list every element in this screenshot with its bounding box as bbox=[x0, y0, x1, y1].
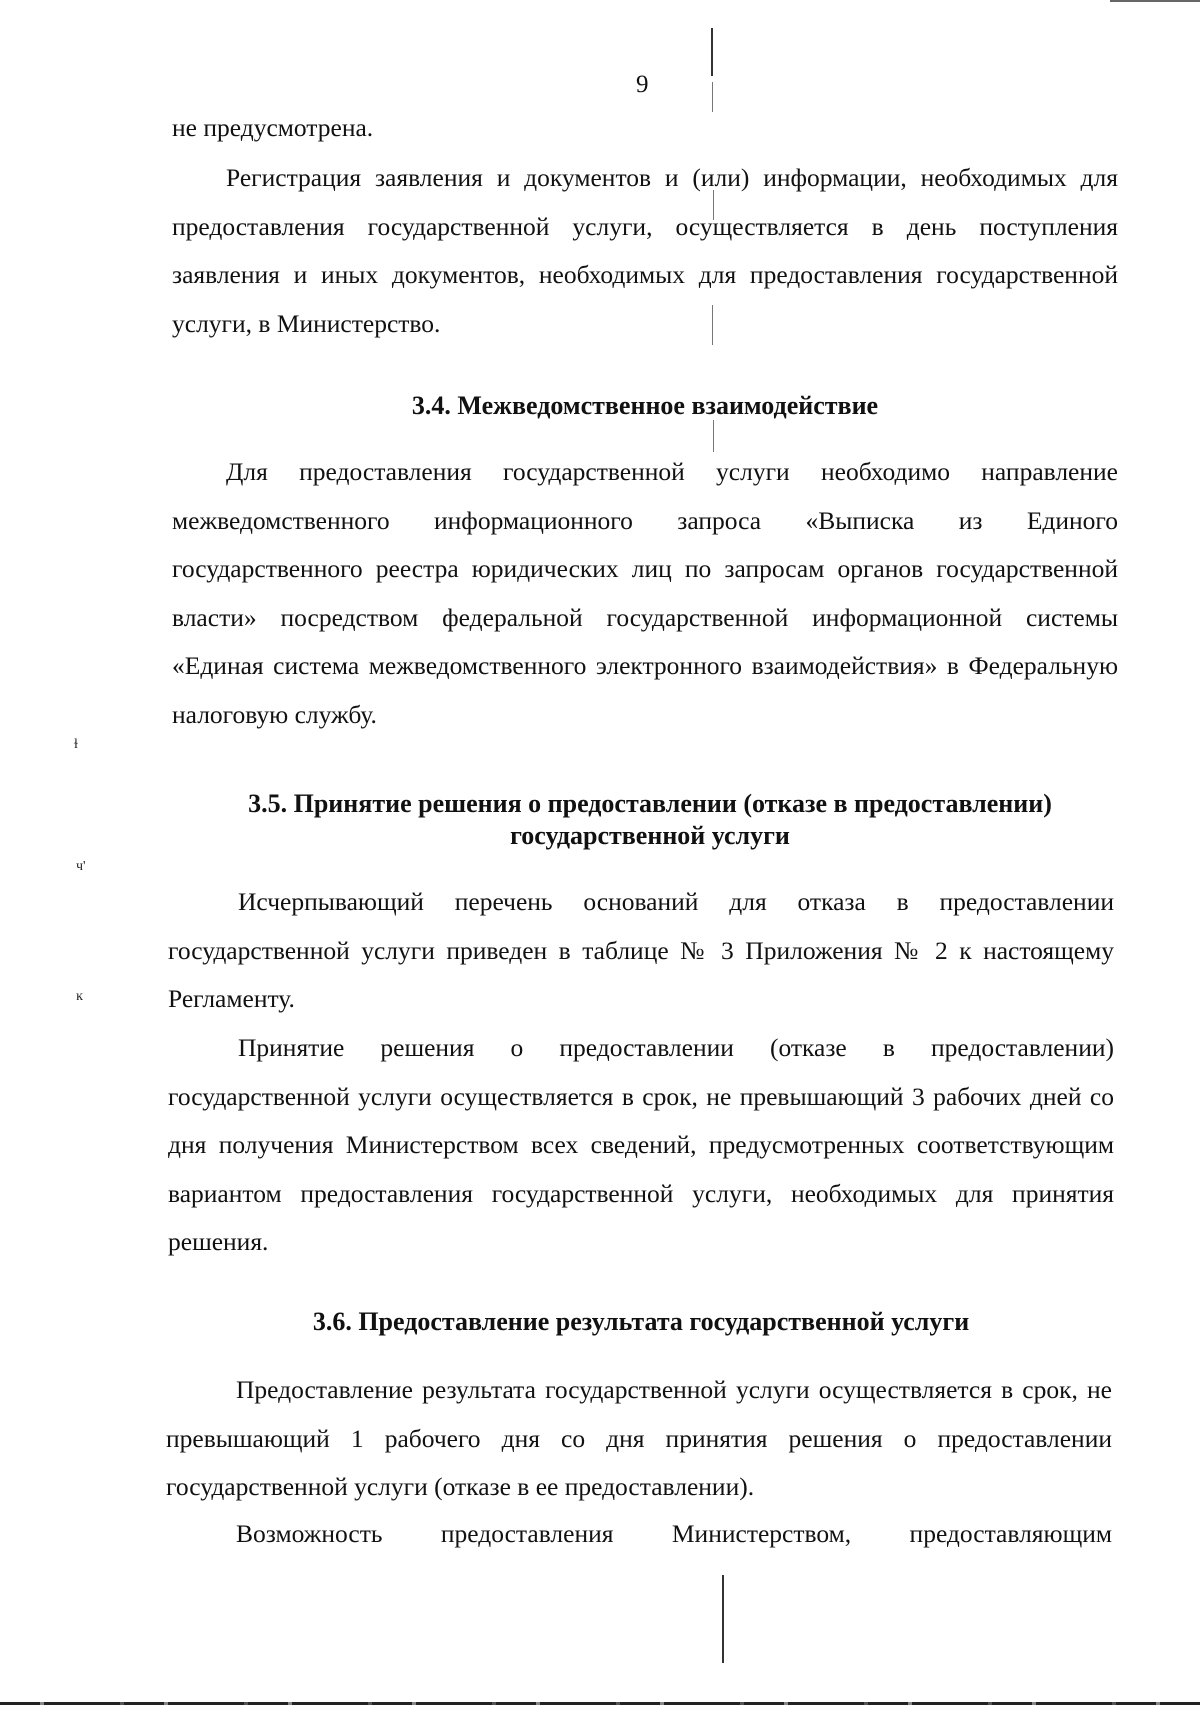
paragraph-registration: Регистрация заявления и документов и (или) информации, необходимых для предоставления государственной услуги, осуществляется в день поступления заявления и иных документов, необходимых для предоставления государственной услуги, в Министерство. bbox=[172, 163, 1118, 338]
scan-speck: ɫ bbox=[74, 737, 78, 752]
section-heading-3-5: 3.5. Принятие решения о предоставлении (отказе в предоставлении) государственной услуги bbox=[248, 789, 1052, 850]
scan-fold-line-top bbox=[711, 28, 713, 76]
paragraph-refusal-grounds: Исчерпывающий перечень оснований для отказа в предоставлении государственной услуги приведен в таблице № 3 Приложения № 2 к настоящему Регламенту. bbox=[168, 887, 1114, 1013]
scan-speck: ч' bbox=[76, 859, 86, 874]
scan-speck: ĸ bbox=[76, 989, 83, 1004]
paragraph-continuation: не предусмотрена. bbox=[172, 113, 374, 142]
section-heading-3-6: 3.6. Предоставление результата государственной услуги bbox=[312, 1307, 970, 1336]
scan-edge-line bbox=[1110, 0, 1200, 2]
scan-bottom-edge bbox=[0, 1702, 1200, 1705]
page-number: 9 bbox=[636, 71, 649, 98]
paragraph-possibility: Возможность предоставления Министерством, предоставляющим bbox=[236, 1519, 1112, 1548]
scan-fold-line-bottom bbox=[722, 1575, 724, 1663]
section-heading-3-4: 3.4. Межведомственное взаимодействие bbox=[411, 391, 879, 420]
paragraph-result-term: Предоставление результата государственной услуги осуществляется в срок, не превышающий 1 рабочего дня со дня принятия решения о предоставлении государственной услуги (отказе в ее предоставлении). bbox=[166, 1375, 1112, 1501]
paragraph-decision-term: Принятие решения о предоставлении (отказе в предоставлении) государственной услуги осуществляется в срок, не превышающий 3 рабочих дней со дня получения Министерством всех сведений, предусмотренных соответствующим вариантом предоставления государственной услуги, необходимых для принятия решения. bbox=[168, 1033, 1114, 1256]
paragraph-interagency: Для предоставления государственной услуги необходимо направление межведомственного информационного запроса «Выписка из Единого государственного реестра юридических лиц по запросам органов государственной власти» посредством федеральной государственной информационной системы «Единая система межведомственного электронного взаимодействия» в Федеральную налоговую службу. bbox=[172, 457, 1118, 729]
